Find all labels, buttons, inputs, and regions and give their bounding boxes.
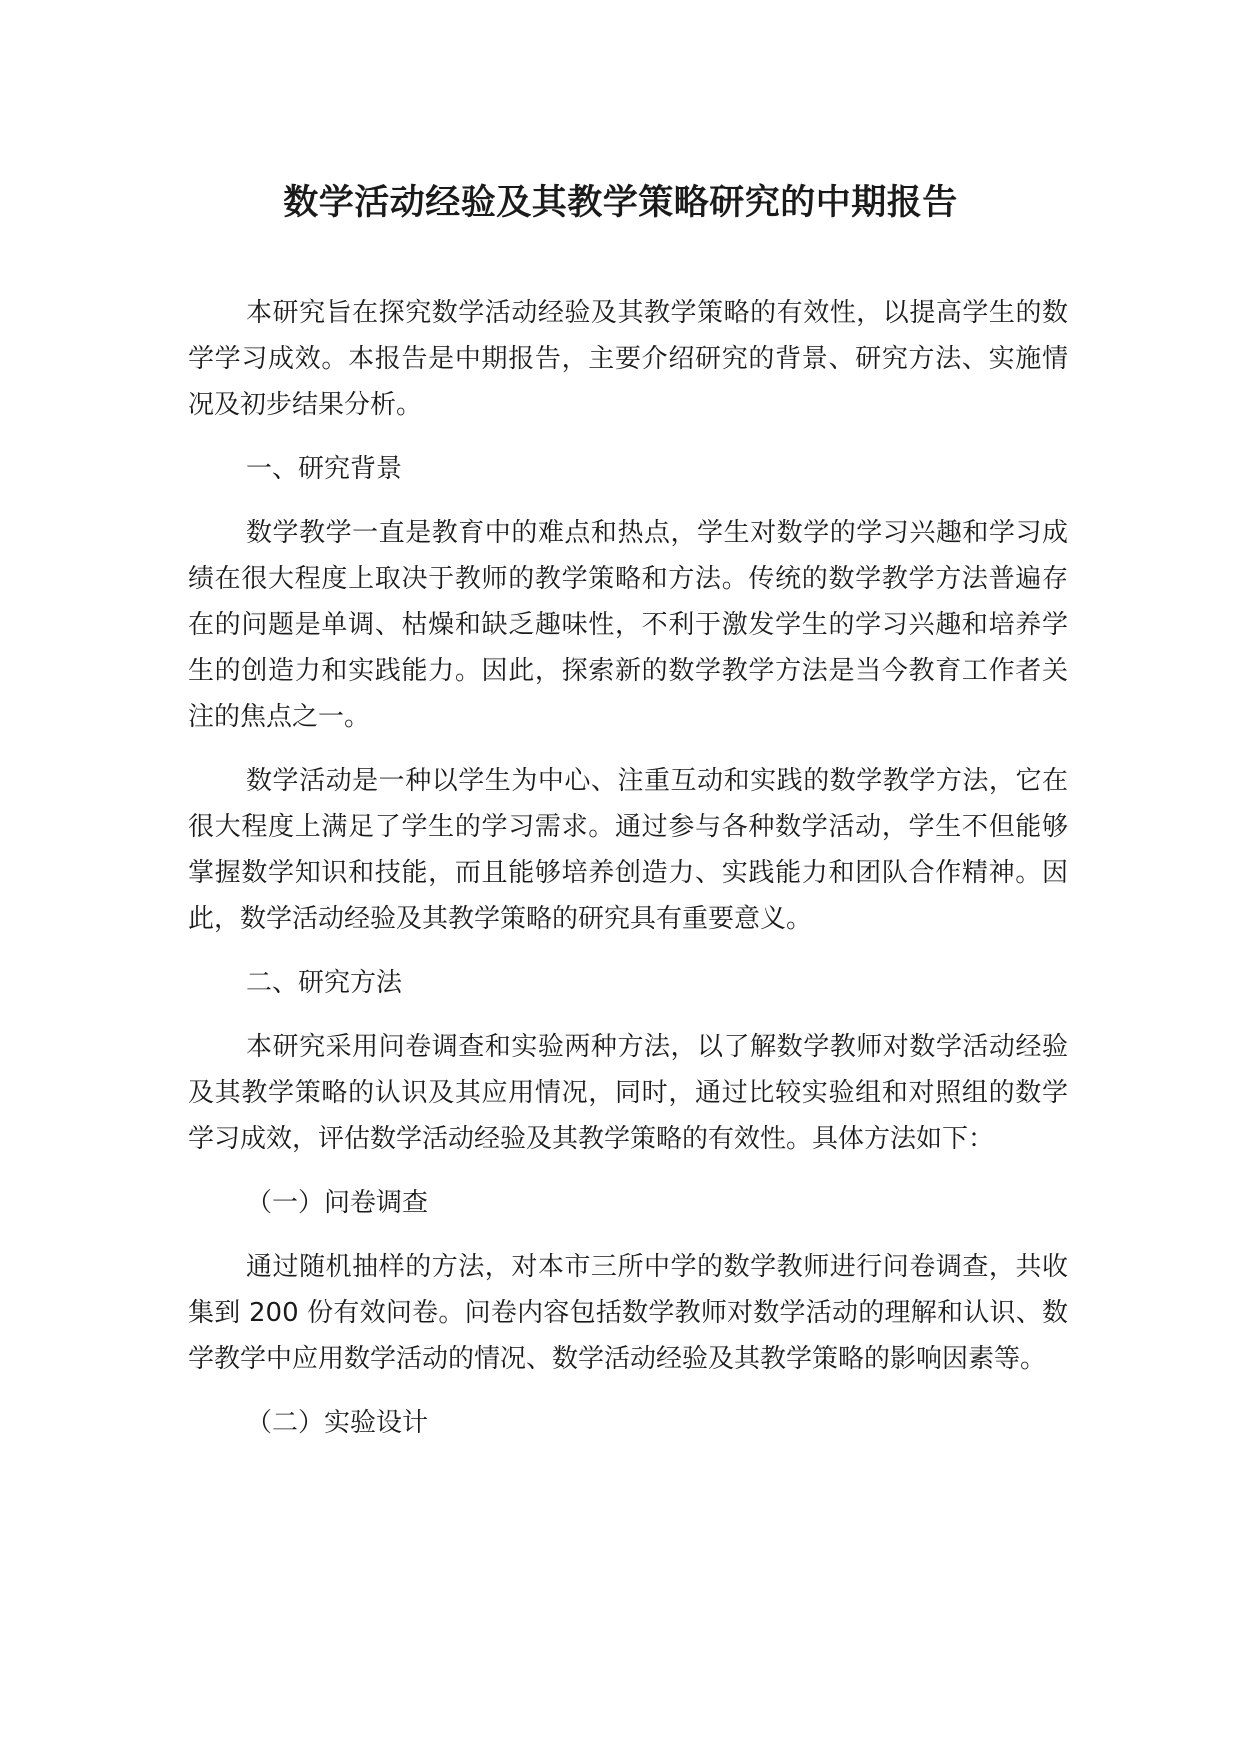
subsection-heading-survey: （一）问卷调查 <box>246 1188 429 1218</box>
survey-paragraph: 通过随机抽样的方法，对本市三所中学的数学教师进行问卷调查，共收集到 200 份有效问卷。问卷内容包括数学教师对数学活动的理解和认识、数学教学中应用数学活动的情况、数学活动经验及其教学策略的影响因素等。 <box>188 1252 1068 1374</box>
section-heading-method: 二、研究方法 <box>246 968 403 998</box>
intro-paragraph: 本研究旨在探究数学活动经验及其教学策略的有效性，以提高学生的数学学习成效。本报告是中期报告，主要介绍研究的背景、研究方法、实施情况及初步结果分析。 <box>188 298 1068 420</box>
subsection-heading-experiment: （二）实验设计 <box>246 1408 429 1438</box>
background-paragraph-2: 数学活动是一种以学生为中心、注重互动和实践的数学教学方法，它在很大程度上满足了学生的学习需求。通过参与各种数学活动，学生不但能够掌握数学知识和技能，而且能够培养创造力、实践能力和团队合作精神。因此，数学活动经验及其教学策略的研究具有重要意义。 <box>188 766 1068 934</box>
method-paragraph: 本研究采用问卷调查和实验两种方法，以了解数学教师对数学活动经验及其教学策略的认识及其应用情况，同时，通过比较实验组和对照组的数学学习成效，评估数学活动经验及其教学策略的有效性。具体方法如下： <box>188 1032 1068 1154</box>
page-title: 数学活动经验及其教学策略研究的中期报告 <box>283 183 958 223</box>
document-body <box>188 290 1068 1464</box>
background-paragraph-1: 数学教学一直是教育中的难点和热点，学生对数学的学习兴趣和学习成绩在很大程度上取决于教师的教学策略和方法。传统的数学教学方法普遍存在的问题是单调、枯燥和缺乏趣味性，不利于激发学生的学习兴趣和培养学生的创造力和实践能力。因此，探索新的数学教学方法是当今教育工作者关注的焦点之一。 <box>188 518 1068 732</box>
section-heading-background: 一、研究背景 <box>246 454 403 484</box>
